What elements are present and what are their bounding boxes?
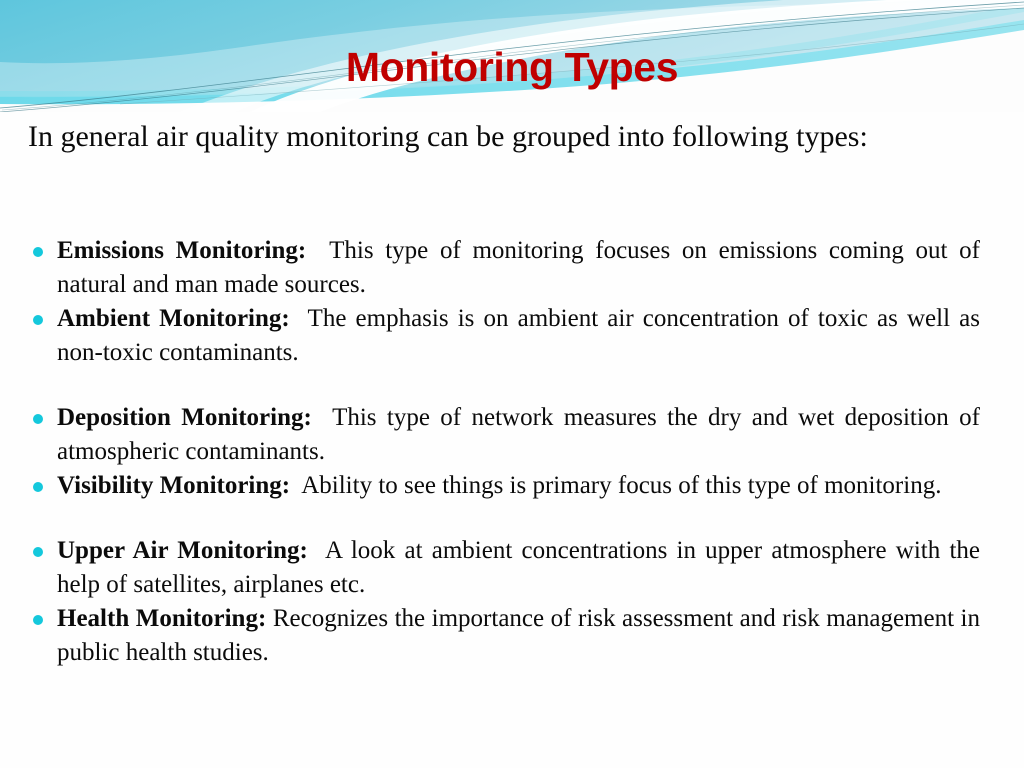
list-item-text: The emphasis is on ambient air concentration of toxic as well as non-toxic contaminants.: [57, 305, 980, 366]
list-item-term: Deposition Monitoring:: [57, 404, 312, 431]
bullet-group: [0, 401, 1024, 503]
list-item-gap: [308, 537, 325, 564]
list-item-text: A look at ambient concentrations in upper atmosphere with the help of satellites, airplanes etc.: [57, 537, 980, 598]
intro-text: In general air quality monitoring can be grouped into following types:: [28, 120, 868, 153]
bullet-dot-icon: [33, 482, 43, 492]
list-item-text: This type of network measures the dry and wet deposition of atmospheric contaminants.: [57, 404, 980, 465]
list-item-term: Emissions Monitoring:: [57, 237, 307, 264]
list-item-term: Health Monitoring:: [57, 605, 267, 632]
bullet-dot-icon: [33, 615, 43, 625]
bullet-group: [0, 234, 1024, 370]
list-item-term: Upper Air Monitoring:: [57, 537, 308, 564]
bullet-group: [0, 534, 1024, 670]
list-item: [33, 602, 980, 670]
list-item: [33, 469, 980, 503]
list-item-term: Ambient Monitoring:: [57, 305, 290, 332]
list-item-gap: [312, 404, 332, 431]
list-item: [33, 401, 980, 469]
list-item: [33, 534, 980, 602]
list-item: [33, 234, 980, 302]
slide-body: [0, 112, 1024, 768]
list-item-term: Visibility Monitoring:: [57, 472, 291, 499]
page-title: Monitoring Types: [345, 44, 679, 90]
list-item: [33, 302, 980, 370]
list-item-gap: [306, 237, 329, 264]
bullet-dot-icon: [33, 315, 43, 325]
bullet-list: [0, 234, 1024, 670]
list-item-text: This type of monitoring focuses on emissions coming out of natural and man made sources.: [57, 237, 980, 298]
list-item-gap: [290, 305, 308, 332]
list-item-text: Ability to see things is primary focus of this type of monitoring.: [301, 472, 942, 499]
list-item-text: Recognizes the importance of risk assessment and risk management in public health studies.: [57, 605, 980, 666]
bullet-dot-icon: [33, 247, 43, 257]
intro-paragraph: [28, 118, 982, 156]
bullet-dot-icon: [33, 547, 43, 557]
bullet-dot-icon: [33, 414, 43, 424]
list-item-gap: [290, 472, 301, 499]
